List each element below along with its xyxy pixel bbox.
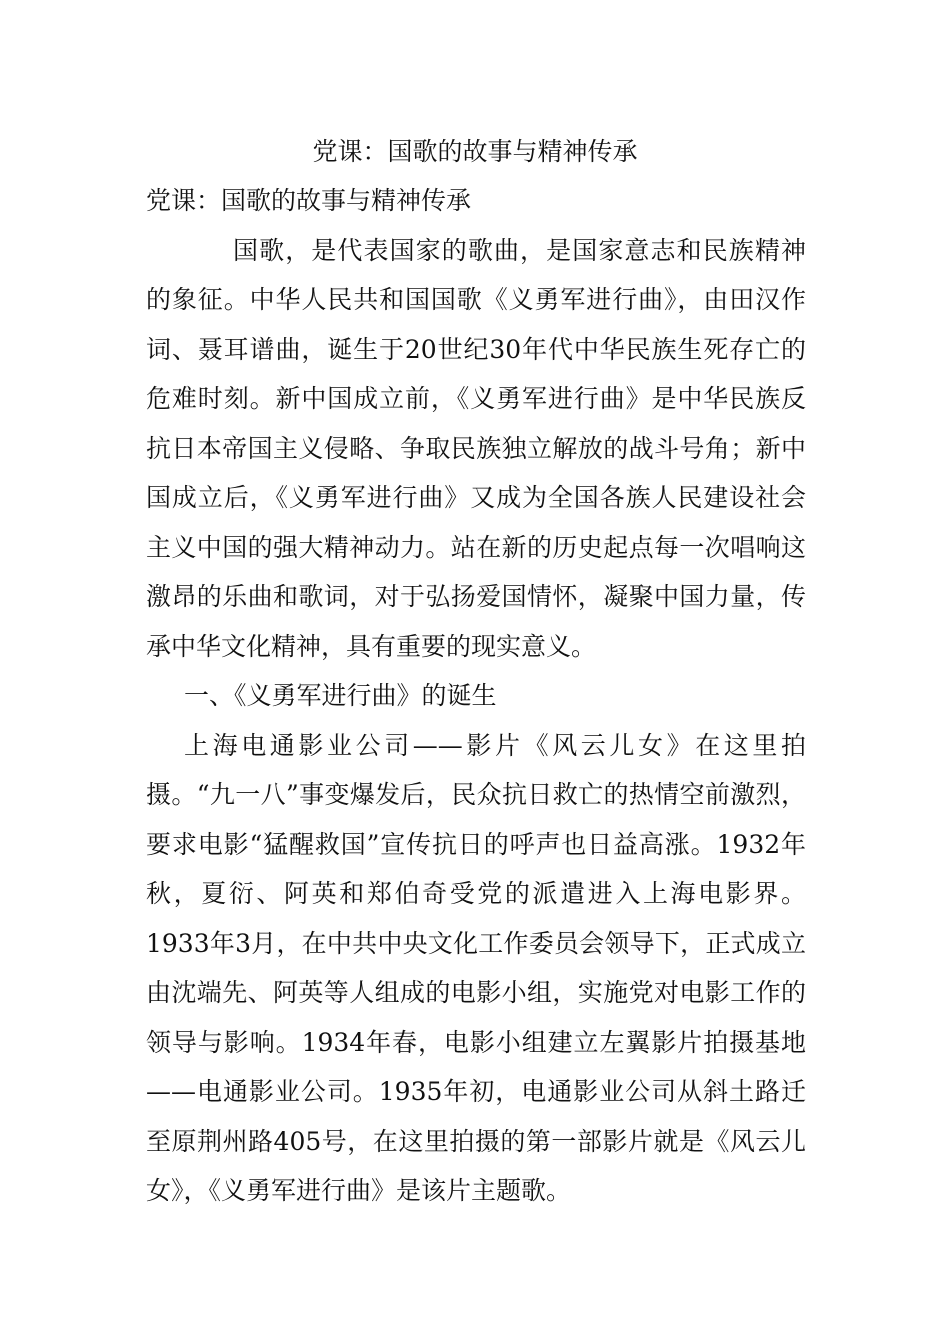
section-heading-1: 一、《义勇军进行曲》的诞生 xyxy=(184,681,497,710)
document-subtitle: 党课：国歌的故事与精神传承 xyxy=(146,186,472,215)
paragraph-intro: 国歌，是代表国家的歌曲，是国家意志和民族精神的象征。中华人民共和国国歌《义勇军进行曲》，由田汉作词、聂耳谱曲，诞生于20世纪30年代中华民族生死存亡的危难时刻。新中国成立前，《义勇军进行曲》是中华民族反抗日本帝国主义侵略、争取民族独立解放的战斗号角；新中国成立后，《义勇军进行曲》又成为全国各族人民建设社会主义中国的强大精神动力。站在新的历史起点每一次唱响这激昂的乐曲和歌词，对于弘扬爱国情怀，凝聚中国力量，传承中华文化精神，具有重要的现实意义。 xyxy=(146,235,806,661)
document-body xyxy=(146,176,806,1216)
paragraph-section-1: 上海电通影业公司——影片《风云儿女》在这里拍摄。“九一八”事变爆发后，民众抗日救亡的热情空前激烈，要求电影“猛醒救国”宣传抗日的呼声也日益高涨。1932年秋，夏衍、阿英和郑伯奇受党的派遣进入上海电影界。1933年3月，在中共中央文化工作委员会领导下，正式成立由沈端先、阿英等人组成的电影小组，实施党对电影工作的领导与影响。1934年春，电影小组建立左翼影片拍摄基地——电通影业公司。1935年初，电通影业公司从斜土路迁至原荆州路405号，在这里拍摄的第一部影片就是《风云儿女》，《义勇军进行曲》是该片主题歌。 xyxy=(146,730,806,1205)
page-title: 党课：国歌的故事与精神传承 xyxy=(312,137,638,166)
